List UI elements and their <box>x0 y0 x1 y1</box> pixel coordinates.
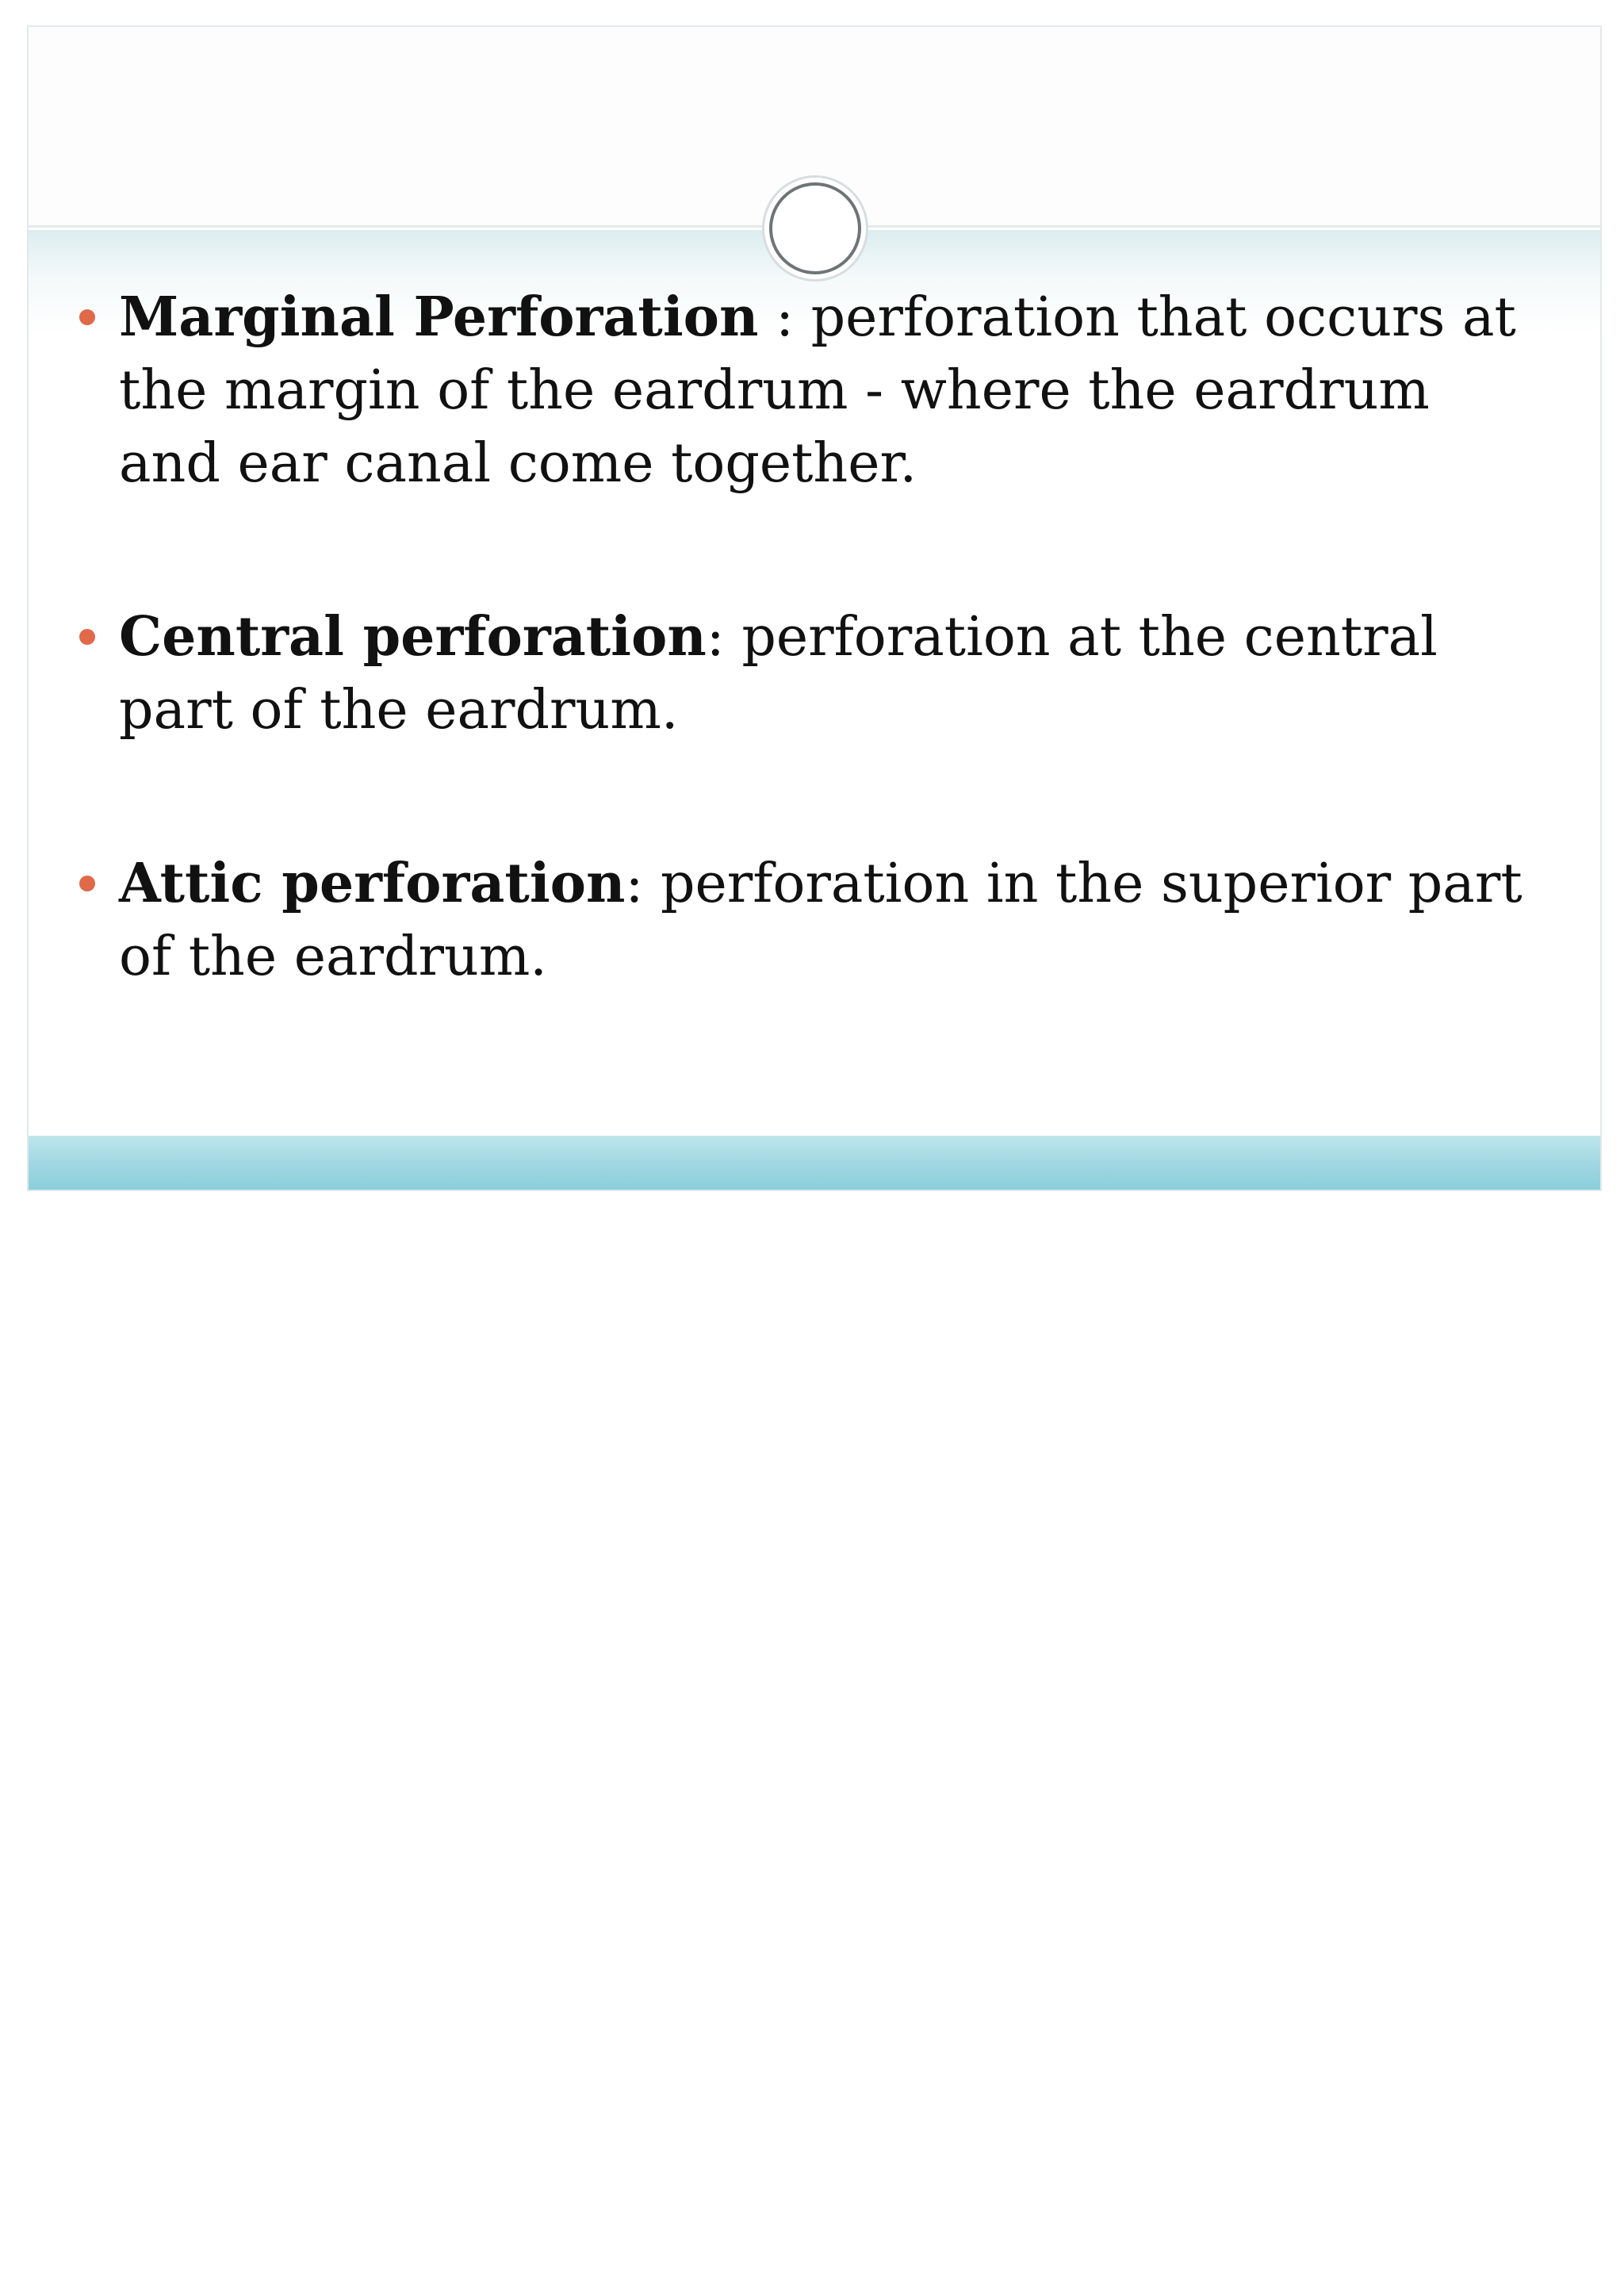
bullet-item-attic-perforation <box>29 847 1600 994</box>
bullet-list <box>29 281 1600 994</box>
bullet-item-marginal-perforation <box>29 281 1600 500</box>
bullet-definition: : perforation that occurs at the margin of the eardrum - where the eardrum and ear canal come together. <box>119 286 1516 495</box>
bullet-item-central-perforation <box>29 600 1600 747</box>
bullet-dot-icon <box>79 629 95 645</box>
slide-frame <box>27 25 1602 1191</box>
bullet-definition: : perforation at the central part of the eardrum. <box>119 606 1438 742</box>
bullet-dot-icon <box>79 876 95 891</box>
bullet-definition: : perforation in the superior part of the eardrum. <box>119 853 1522 988</box>
bullet-term: Marginal Perforation <box>119 286 759 349</box>
bullet-term: Attic perforation <box>119 852 626 915</box>
circle-ornament-icon <box>769 182 861 274</box>
bullet-dot-icon <box>79 309 95 325</box>
bullet-term: Central perforation <box>119 605 707 669</box>
slide-bottom-bar <box>29 1136 1600 1190</box>
